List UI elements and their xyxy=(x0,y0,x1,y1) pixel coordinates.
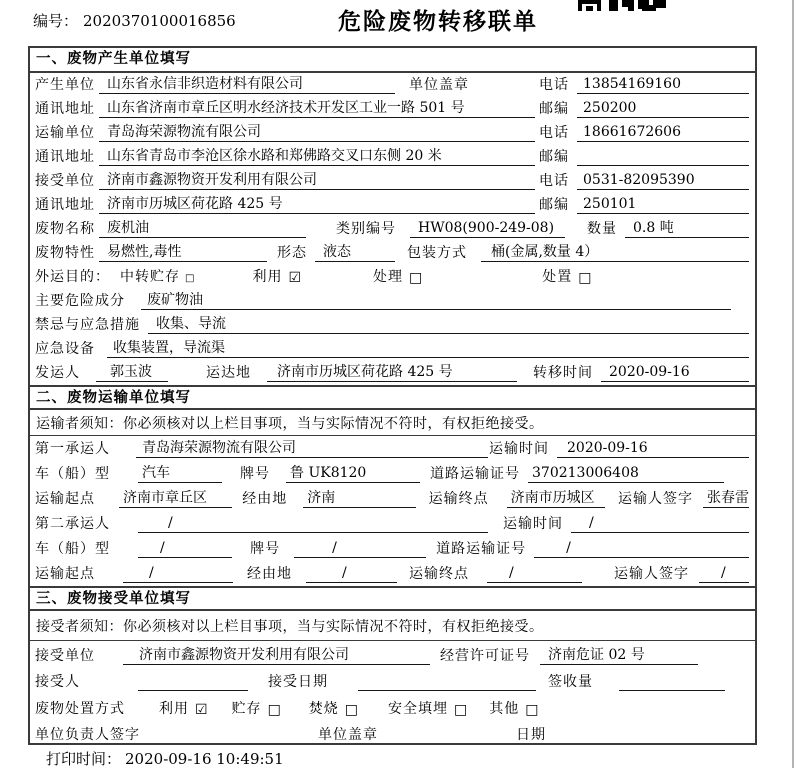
transporter-notice: 运输者须知：你必须核对以上栏目事项，当与实际情况不符时，有权拒绝接受。 xyxy=(30,410,755,436)
transport-time-label: 运输时间 xyxy=(503,516,563,532)
checkbox-checked-icon: ☑ xyxy=(195,701,208,718)
accept-unit-label: 接受单位 xyxy=(35,647,95,664)
equipment-label: 应急设备 xyxy=(35,341,95,357)
row-receiver-address xyxy=(30,193,755,217)
license-label: 经营许可证号 xyxy=(440,647,530,664)
vehicle-type-value: 汽车 xyxy=(138,465,222,483)
print-time-label: 打印时间： xyxy=(46,750,122,768)
route-via-label: 经由地 xyxy=(242,491,288,507)
waste-code-label: 类别编号 xyxy=(336,221,396,237)
receiver-value: 济南市鑫源物资开发利用有限公司 xyxy=(99,172,535,190)
row-receiver xyxy=(30,169,755,193)
waste-props-label: 废物特性 xyxy=(35,245,95,261)
purpose-opt-use: 利用 xyxy=(252,269,283,285)
page-title: 危险废物转移联单 xyxy=(338,8,538,35)
receiver-zip-value: 250101 xyxy=(577,196,749,214)
section3-heading: 三、废物接受单位填写 xyxy=(30,586,755,611)
waste-name-value: 废机油 xyxy=(99,220,306,238)
route-via-value: 济南 xyxy=(303,490,415,508)
permit-value: / xyxy=(534,540,749,558)
producer-phone-value: 13854169160 xyxy=(577,76,749,94)
row-equipment xyxy=(30,337,755,361)
plate-label: 牌号 xyxy=(240,466,270,482)
route-start-value: / xyxy=(123,565,233,583)
disposal-opt-use: 利用 xyxy=(159,700,189,717)
row-carrier2 xyxy=(30,511,755,536)
qr-code-fragment xyxy=(578,0,668,12)
row-acceptor xyxy=(30,668,755,695)
acceptor-label: 接受人 xyxy=(35,674,80,690)
disposal-opt-burn: 焚烧 xyxy=(308,700,339,717)
disposal-opt-other: 其他 xyxy=(489,700,520,717)
transfer-time-label: 转移时间 xyxy=(533,365,593,381)
zip-label: 邮编 xyxy=(539,101,569,117)
doc-number-label: 编号： xyxy=(33,12,79,30)
waste-pack-value: 桶(金属,数量 4） xyxy=(481,244,749,262)
address-label: 通讯地址 xyxy=(35,101,95,117)
plate-value: 鲁 UK8120 xyxy=(286,465,420,483)
producer-address-value: 山东省济南市章丘区明水经济技术开发区工业一路 501 号 xyxy=(99,100,535,118)
waste-name-label: 废物名称 xyxy=(35,221,95,237)
receiver-label: 接受单位 xyxy=(35,173,95,189)
section1-heading: 一、废物产生单位填写 xyxy=(30,48,755,73)
checkbox-unchecked-icon: □ xyxy=(454,701,468,718)
transport-time-value: / xyxy=(571,515,749,533)
transporter-value: 青岛海荣源物流有限公司 xyxy=(99,124,535,142)
route-via-label: 经由地 xyxy=(247,566,292,582)
row-hazard xyxy=(30,289,755,313)
permit-label: 道路运输证号 xyxy=(436,541,527,557)
checkbox-unchecked-icon: □ xyxy=(267,701,281,718)
carrier-sign-label: 运输人签字 xyxy=(618,491,693,507)
row-disposal xyxy=(30,694,755,721)
route-start-label: 运输起点 xyxy=(35,566,95,582)
carrier-sign-value: 张春雷 xyxy=(703,490,749,508)
transport-time-label: 运输时间 xyxy=(489,441,549,457)
row-producer-address xyxy=(30,97,755,121)
row-producer xyxy=(30,73,755,97)
shipper-value: 郭玉波 xyxy=(96,364,168,382)
waste-pack-label: 包装方式 xyxy=(407,245,467,261)
producer-label: 产生单位 xyxy=(35,77,95,93)
checkbox-checked-icon: ☑ xyxy=(288,270,302,286)
dest-label: 运达地 xyxy=(206,365,251,381)
route-start-value: 济南市章丘区 xyxy=(119,490,232,508)
carrier1-label: 第一承运人 xyxy=(35,441,110,457)
date-label: 日期 xyxy=(516,727,546,743)
phone-label: 电话 xyxy=(539,77,569,93)
chief-sign-label: 单位负责人签字 xyxy=(35,727,140,743)
signed-qty-value xyxy=(619,673,725,691)
route-end-value: / xyxy=(487,565,582,583)
row-carrier1 xyxy=(30,436,755,461)
phone-label: 电话 xyxy=(539,173,569,189)
address-label: 通讯地址 xyxy=(35,197,95,213)
carrier-sign-value: / xyxy=(699,565,749,583)
receiver-address-value: 济南市历城区荷花路 425 号 xyxy=(99,196,535,214)
zip-label: 邮编 xyxy=(539,197,569,213)
purpose-opt-transfer: 中转贮存 xyxy=(120,269,180,285)
license-value: 济南危证 02 号 xyxy=(540,647,698,665)
transporter-address-value: 山东省青岛市李沧区徐水路和郑佛路交叉口东侧 20 米 xyxy=(99,148,535,166)
waste-qty-label: 数量 xyxy=(587,221,617,237)
chief-sign-value xyxy=(202,726,308,744)
row-taboo xyxy=(30,313,755,337)
producer-zip-value: 250200 xyxy=(577,100,749,118)
row-route1 xyxy=(30,486,755,511)
checkbox-unchecked-icon: □ xyxy=(578,270,592,286)
carrier1-value: 青岛海荣源物流有限公司 xyxy=(136,440,488,458)
signed-qty-label: 签收量 xyxy=(548,674,593,690)
purpose-label: 外运目的： xyxy=(35,269,110,285)
date-value xyxy=(554,726,747,744)
carrier-sign-label: 运输人签字 xyxy=(614,566,689,582)
row-waste-props xyxy=(30,241,755,265)
equipment-value: 收集装置，导流渠 xyxy=(107,340,749,358)
permit-value: 370213006408 xyxy=(528,465,724,483)
route-via-value: / xyxy=(306,565,397,583)
taboo-value: 收集、导流 xyxy=(148,316,749,334)
waste-form-value: 液态 xyxy=(315,244,395,262)
checkbox-unchecked-icon: □ xyxy=(525,701,539,718)
purpose-opt-treat: 处理 xyxy=(373,269,404,285)
section2-body xyxy=(30,410,755,586)
vehicle-type-value: / xyxy=(138,540,232,558)
stamp-label: 单位盖章 xyxy=(409,77,469,93)
section1-body xyxy=(30,73,755,385)
purpose-opt-dispose: 处置 xyxy=(542,269,573,285)
accept-date-value xyxy=(358,673,536,691)
accept-date-label: 接受日期 xyxy=(268,674,328,690)
checkbox-unchecked-icon: □ xyxy=(409,270,423,286)
disposal-opt-store: 贮存 xyxy=(231,700,262,717)
vehicle-type-label: 车（船）型 xyxy=(35,466,110,482)
phone-label: 电话 xyxy=(539,125,569,141)
permit-label: 道路运输证号 xyxy=(430,466,520,482)
waste-qty-value: 0.8 吨 xyxy=(625,220,749,238)
transporter-phone-value: 18661672606 xyxy=(577,124,749,142)
section3-body xyxy=(30,611,755,745)
carrier2-value: / xyxy=(138,515,488,533)
row-accept-unit xyxy=(30,641,755,668)
zip-label: 邮编 xyxy=(539,149,569,165)
carrier2-label: 第二承运人 xyxy=(35,516,110,532)
page-edge-line xyxy=(792,0,794,768)
doc-number-value: 2020370100016856 xyxy=(83,12,236,30)
row-transporter xyxy=(30,121,755,145)
route-end-label: 运输终点 xyxy=(409,566,469,582)
checkbox-unchecked-icon: □ xyxy=(344,701,359,718)
plate-label: 牌号 xyxy=(250,541,281,557)
checkbox-unchecked-icon: □ xyxy=(185,273,195,284)
row-vehicle2 xyxy=(30,536,755,561)
producer-value: 山东省永信非织造材料有限公司 xyxy=(99,76,395,94)
transfer-time-value: 2020-09-16 xyxy=(601,364,749,382)
waste-code-value: HW08(900-249-08) xyxy=(410,220,565,238)
accept-unit-value: 济南市鑫源物资开发利用有限公司 xyxy=(123,647,430,665)
vehicle-type-label: 车（船）型 xyxy=(35,541,110,557)
disposal-label: 废物处置方式 xyxy=(35,700,125,717)
stamp-label: 单位盖章 xyxy=(318,727,378,743)
transport-time-value: 2020-09-16 xyxy=(557,440,749,458)
plate-value: / xyxy=(294,540,426,558)
acceptor-value xyxy=(138,673,248,691)
transporter-zip-value xyxy=(577,148,749,166)
transporter-label: 运输单位 xyxy=(35,125,95,141)
hazard-label: 主要危险成分 xyxy=(35,293,125,309)
row-shipper xyxy=(30,361,755,385)
print-time-value: 2020-09-16 10:49:51 xyxy=(125,750,284,768)
receiver-phone-value: 0531-82095390 xyxy=(577,172,749,190)
route-end-label: 运输终点 xyxy=(428,491,489,507)
section2-heading: 二、废物运输单位填写 xyxy=(30,385,755,410)
row-waste-name xyxy=(30,217,755,241)
row-route2 xyxy=(30,561,755,586)
row-signature xyxy=(30,721,755,746)
row-transporter-address xyxy=(30,145,755,169)
address-label: 通讯地址 xyxy=(35,149,95,165)
row-vehicle1 xyxy=(30,461,755,486)
doc-number xyxy=(33,10,236,31)
waste-form-label: 形态 xyxy=(277,245,307,261)
disposal-opt-landfill: 安全填埋 xyxy=(388,700,449,717)
row-purpose xyxy=(30,265,755,289)
taboo-label: 禁忌与应急措施 xyxy=(35,317,140,333)
route-end-value: 济南市历城区 xyxy=(507,490,605,508)
waste-props-value: 易燃性,毒性 xyxy=(99,244,267,262)
shipper-label: 发运人 xyxy=(35,365,80,381)
route-start-label: 运输起点 xyxy=(35,491,95,507)
receiver-notice: 接受者须知：你必须核对以上栏目事项，当与实际情况不符时，有权拒绝接受。 xyxy=(30,611,755,641)
hazard-value: 废矿物油 xyxy=(141,292,731,310)
dest-value: 济南市历城区荷花路 425 号 xyxy=(267,364,517,382)
manifest-form xyxy=(28,46,757,745)
print-time xyxy=(46,748,284,769)
